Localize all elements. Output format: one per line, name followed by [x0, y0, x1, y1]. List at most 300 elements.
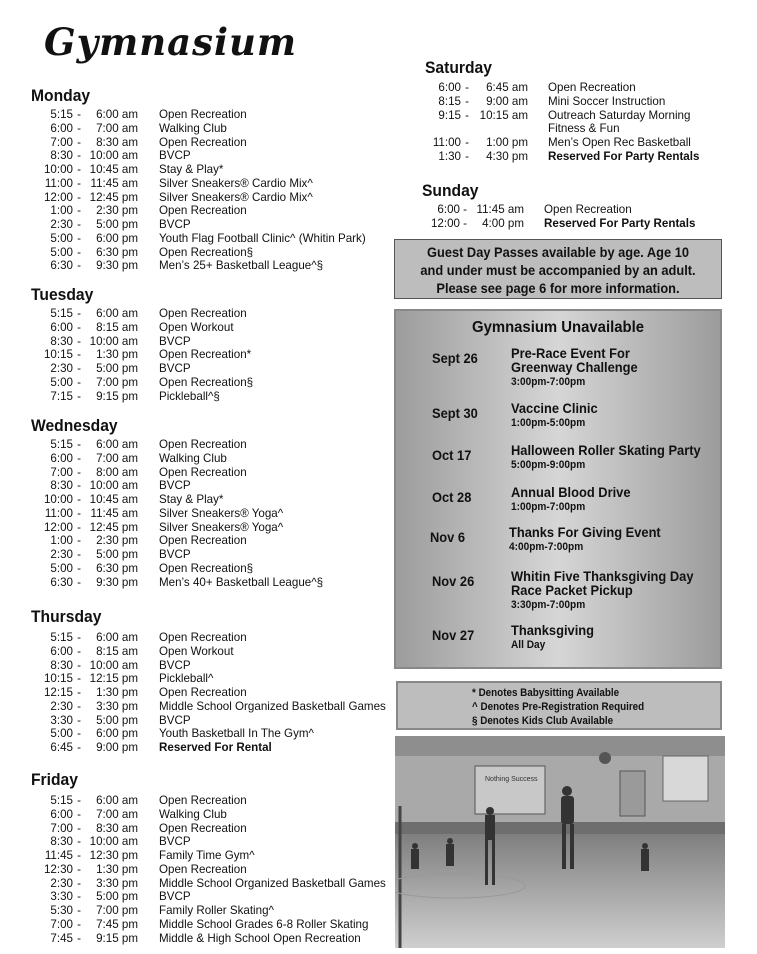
- schedule-row: [37, 204, 366, 218]
- activity-name: Walking Club: [159, 121, 227, 135]
- end-time: 12:45 pm: [89, 190, 138, 204]
- start-time: 7:00: [50, 917, 73, 931]
- start-time: 5:00: [50, 727, 73, 741]
- schedule-row: [37, 808, 386, 822]
- schedule-row: [37, 191, 366, 205]
- schedule-row: [37, 863, 386, 877]
- start-time: 5:15: [50, 631, 73, 644]
- schedule-row: [37, 822, 386, 836]
- time-separator: -: [77, 334, 81, 348]
- end-time: 5:00 pm: [96, 218, 138, 231]
- start-time: 12:00: [43, 520, 73, 534]
- end-time: 2:30 pm: [96, 204, 138, 218]
- time-separator: -: [77, 163, 81, 176]
- start-time: 5:15: [50, 438, 73, 451]
- event-name: Race Packet Pickup: [511, 582, 633, 598]
- event-time: 1:00pm-7:00pm: [511, 501, 586, 513]
- end-time: 9:00 pm: [96, 741, 138, 754]
- schedule-row: [37, 700, 386, 714]
- activity-name: Open Recreation: [159, 108, 247, 121]
- day-heading-sunday: Sunday: [422, 181, 479, 200]
- activity-name: Open Recreation: [159, 465, 247, 479]
- event-date: Nov 6: [430, 529, 466, 545]
- start-time: 6:00: [50, 320, 73, 334]
- end-time: 7:00 pm: [96, 375, 138, 389]
- event-name: Greenway Challenge: [511, 359, 638, 375]
- time-separator: -: [77, 794, 81, 807]
- wednesday-schedule: [37, 438, 323, 589]
- time-separator: -: [77, 245, 81, 259]
- event-name: Thanks For Giving Event: [509, 524, 661, 540]
- activity-name: Open Recreation: [159, 307, 247, 320]
- schedule-row: [37, 479, 323, 493]
- start-time: 5:15: [50, 307, 73, 320]
- start-time: 7:00: [50, 821, 73, 835]
- start-time: 1:00: [50, 204, 73, 218]
- start-time: 7:45: [50, 931, 73, 945]
- schedule-row: [37, 452, 323, 466]
- start-time: 5:00: [50, 375, 73, 389]
- activity-name: Silver Sneakers® Yoga^: [159, 506, 284, 520]
- activity-name: Middle & High School Open Recreation: [159, 931, 361, 945]
- end-time: 7:00 am: [96, 451, 138, 465]
- activity-name: BVCP: [159, 548, 191, 561]
- start-time: 6:00: [50, 121, 73, 135]
- time-separator: -: [77, 121, 81, 135]
- time-separator: -: [77, 362, 81, 375]
- start-time: 3:30: [50, 713, 73, 727]
- event-name: Pre-Race Event For: [511, 345, 630, 361]
- time-separator: -: [465, 81, 469, 94]
- activity-name: BVCP: [159, 362, 191, 375]
- time-separator: -: [77, 686, 81, 699]
- monday-schedule: [37, 108, 366, 273]
- activity-name: Mini Soccer Instruction: [548, 94, 666, 108]
- time-separator: -: [465, 149, 469, 163]
- activity-name: Youth Basketball In The Gym^: [159, 727, 314, 741]
- time-separator: -: [77, 631, 81, 644]
- schedule-row: [37, 659, 386, 673]
- start-time: 2:30: [50, 699, 73, 713]
- schedule-row: [422, 203, 695, 217]
- end-time: 9:15 pm: [96, 389, 138, 403]
- schedule-row: [37, 918, 386, 932]
- time-separator: -: [77, 575, 81, 589]
- activity-name: Silver Sneakers® Cardio Mix^: [159, 190, 313, 204]
- end-time: 11:45 am: [476, 203, 524, 216]
- day-heading-monday: Monday: [31, 86, 91, 105]
- activity-name: BVCP: [159, 479, 191, 493]
- time-separator: -: [77, 259, 81, 273]
- time-separator: -: [77, 890, 81, 904]
- start-time: 2:30: [50, 876, 73, 890]
- time-separator: -: [77, 534, 81, 548]
- schedule-row: [422, 81, 699, 95]
- time-separator: -: [77, 644, 81, 658]
- day-heading-tuesday: Tuesday: [31, 285, 94, 304]
- start-time: 8:30: [50, 658, 73, 672]
- time-separator: -: [77, 506, 81, 520]
- time-separator: -: [77, 320, 81, 334]
- event-time: 3:30pm-7:00pm: [511, 599, 586, 611]
- activity-name: Silver Sneakers® Cardio Mix^: [159, 176, 313, 190]
- gymnasium-unavailable-panel: [394, 309, 722, 669]
- end-time: 3:30 pm: [96, 876, 138, 890]
- activity-name: Open Workout: [159, 644, 234, 658]
- end-time: 1:30 pm: [96, 686, 138, 699]
- activity-name: Stay & Play*: [159, 163, 224, 176]
- end-time: 6:00 pm: [96, 727, 138, 741]
- event-date: Sept 26: [432, 350, 478, 366]
- start-time: 10:15: [43, 348, 73, 362]
- event-date: Oct 28: [432, 489, 472, 505]
- time-separator: -: [77, 849, 81, 862]
- end-time: 8:00 am: [96, 465, 138, 479]
- time-separator: -: [77, 190, 81, 204]
- end-time: 5:00 pm: [96, 548, 138, 561]
- end-time: 10:45 am: [89, 493, 138, 506]
- schedule-row: [422, 136, 699, 150]
- start-time: 11:45: [44, 849, 73, 862]
- time-separator: -: [77, 479, 81, 493]
- end-time: 10:15 am: [479, 108, 528, 122]
- schedule-row: [37, 890, 386, 904]
- activity-name: Open Recreation: [159, 534, 247, 548]
- end-time: 4:30 pm: [486, 149, 528, 163]
- activity-name: Open Recreation§: [159, 561, 254, 575]
- day-heading-wednesday: Wednesday: [31, 416, 118, 435]
- end-time: 9:15 pm: [96, 931, 138, 945]
- start-time: 8:30: [50, 334, 73, 348]
- wall-banner-text: Nothing Success: [485, 776, 538, 783]
- activity-name: Fitness & Fun: [548, 122, 620, 136]
- end-time: 1:00 pm: [486, 136, 528, 149]
- time-separator: -: [77, 699, 81, 713]
- schedule-row: [37, 849, 386, 863]
- time-separator: -: [77, 149, 81, 163]
- start-time: 6:00: [50, 451, 73, 465]
- start-time: 12:00: [430, 216, 460, 230]
- start-time: 6:00: [438, 81, 461, 94]
- activity-name: Open Recreation§: [159, 375, 254, 389]
- activity-name: Open Recreation§: [159, 245, 254, 259]
- schedule-row: [37, 904, 386, 918]
- activity-name: Reserved For Party Rentals: [548, 149, 700, 163]
- schedule-row: [37, 794, 386, 808]
- time-separator: -: [77, 931, 81, 945]
- time-separator: -: [77, 727, 81, 741]
- legend-kids-club: § Denotes Kids Club Available: [472, 715, 614, 727]
- start-time: 9:15: [438, 108, 461, 122]
- schedule-row: [37, 438, 323, 452]
- legend-preregistration: ^ Denotes Pre-Registration Required: [472, 701, 645, 713]
- schedule-row: [37, 321, 253, 335]
- end-time: 6:00 am: [96, 794, 138, 807]
- end-time: 6:00 am: [96, 631, 138, 644]
- time-separator: -: [77, 108, 81, 121]
- end-time: 7:00 am: [96, 807, 138, 821]
- page-title: Gymnasium: [44, 20, 298, 64]
- activity-name: BVCP: [159, 713, 191, 727]
- schedule-row: [37, 493, 323, 507]
- start-time: 5:00: [50, 561, 73, 575]
- end-time: 6:00 am: [96, 307, 138, 320]
- unavailable-title: Gymnasium Unavailable: [471, 319, 645, 336]
- start-time: 7:15: [50, 389, 73, 403]
- start-time: 10:00: [43, 493, 73, 506]
- schedule-row: [37, 507, 323, 521]
- end-time: 12:15 pm: [89, 672, 138, 686]
- guest-pass-line-1: Guest Day Passes available by age. Age 10: [427, 245, 689, 260]
- schedule-row: [422, 150, 699, 164]
- end-time: 5:00 pm: [96, 713, 138, 727]
- time-separator: -: [465, 94, 469, 108]
- start-time: 1:00: [50, 534, 73, 548]
- event-name: Whitin Five Thanksgiving Day: [511, 568, 694, 584]
- start-time: 8:30: [50, 835, 73, 849]
- day-heading-saturday: Saturday: [425, 58, 492, 77]
- basketball-photo-illustration: [395, 736, 725, 948]
- end-time: 1:30 pm: [96, 348, 138, 362]
- time-separator: -: [77, 218, 81, 231]
- guest-pass-line-3: Please see page 6 for more information.: [436, 281, 680, 296]
- schedule-row: [37, 741, 386, 755]
- activity-name: Open Recreation: [159, 686, 247, 699]
- saturday-schedule: [422, 81, 699, 164]
- start-time: [422, 122, 461, 136]
- schedule-row: [37, 521, 323, 535]
- activity-name: Open Recreation: [548, 81, 636, 94]
- activity-name: Open Recreation: [159, 438, 247, 451]
- schedule-row: [37, 576, 323, 590]
- time-separator: -: [463, 203, 467, 216]
- event-time: 5:00pm-9:00pm: [511, 459, 586, 471]
- time-separator: -: [77, 862, 81, 876]
- time-separator: -: [77, 438, 81, 451]
- end-time: 2:30 pm: [96, 534, 138, 548]
- time-separator: -: [77, 713, 81, 727]
- time-separator: -: [77, 231, 81, 245]
- schedule-row: [37, 686, 386, 700]
- end-time: 6:00 pm: [96, 231, 138, 245]
- end-time: 10:00 am: [89, 479, 138, 493]
- schedule-row: [37, 136, 366, 150]
- guest-pass-notice: [394, 239, 722, 299]
- event-name: Vaccine Clinic: [511, 400, 598, 416]
- end-time: 4:00 pm: [482, 216, 524, 230]
- schedule-row: [37, 534, 323, 548]
- activity-name: Open Recreation*: [159, 348, 252, 362]
- schedule-row: [37, 727, 386, 741]
- start-time: 12:30: [43, 862, 73, 876]
- activity-name: Men’s Open Rec Basketball: [548, 136, 691, 149]
- end-time: 6:00 am: [96, 108, 138, 121]
- time-separator: -: [77, 307, 81, 320]
- activity-name: Family Time Gym^: [159, 849, 255, 862]
- activity-name: Middle School Organized Basketball Games: [159, 876, 386, 890]
- start-time: 5:30: [50, 904, 73, 917]
- end-time: 8:30 am: [96, 135, 138, 149]
- time-separator: -: [77, 389, 81, 403]
- schedule-row: [37, 335, 253, 349]
- end-time: 12:30 pm: [89, 849, 138, 862]
- schedule-row: [37, 246, 366, 260]
- time-separator: -: [77, 348, 81, 362]
- time-separator: -: [77, 493, 81, 506]
- schedule-row: [422, 95, 699, 109]
- time-separator: -: [77, 672, 81, 686]
- end-time: 10:45 am: [89, 163, 138, 176]
- activity-name: Middle School Grades 6-8 Roller Skating: [159, 917, 369, 931]
- start-time: 2:30: [50, 548, 73, 561]
- start-time: 6:00: [50, 807, 73, 821]
- time-separator: -: [77, 375, 81, 389]
- schedule-row: [37, 645, 386, 659]
- end-time: 6:45 am: [486, 81, 528, 94]
- start-time: 6:30: [50, 259, 73, 273]
- start-time: 6:30: [50, 575, 73, 589]
- activity-name: BVCP: [159, 149, 191, 163]
- basketball-photo: [395, 736, 725, 948]
- time-separator: -: [77, 741, 81, 754]
- end-time: 8:30 am: [96, 821, 138, 835]
- schedule-row: [37, 548, 323, 562]
- schedule-row: [37, 631, 386, 645]
- end-time: 9:00 am: [486, 94, 528, 108]
- start-time: 3:30: [50, 890, 73, 904]
- end-time: 10:00 am: [89, 149, 138, 163]
- time-separator: -: [77, 548, 81, 561]
- activity-name: Men’s 25+ Basketball League^§: [159, 259, 324, 273]
- activity-name: Open Recreation: [159, 204, 247, 218]
- activity-name: Outreach Saturday Morning: [548, 108, 691, 122]
- start-time: 8:30: [50, 479, 73, 493]
- day-heading-thursday: Thursday: [31, 607, 102, 626]
- start-time: 5:15: [50, 794, 73, 807]
- end-time: 10:00 am: [89, 835, 138, 849]
- schedule-row: [37, 259, 366, 273]
- end-time: 6:00 am: [96, 438, 138, 451]
- activity-name: Open Recreation: [159, 631, 247, 644]
- schedule-row: [37, 348, 253, 362]
- event-name: Halloween Roller Skating Party: [511, 442, 701, 458]
- end-time: 7:45 pm: [96, 917, 138, 931]
- tuesday-schedule: [37, 307, 253, 403]
- end-time: 7:00 pm: [96, 904, 138, 917]
- time-separator: -: [77, 561, 81, 575]
- activity-name: Reserved For Rental: [159, 741, 272, 754]
- sunday-schedule: [422, 203, 695, 231]
- time-separator: -: [463, 216, 467, 230]
- end-time: 3:30 pm: [96, 699, 138, 713]
- legend-box: [396, 681, 722, 730]
- start-time: 12:15: [43, 686, 73, 699]
- schedule-row: [37, 149, 366, 163]
- activity-name: Youth Flag Football Clinic^ (Whitin Park): [159, 231, 366, 245]
- schedule-row: [37, 835, 386, 849]
- start-time: 11:00: [44, 506, 73, 520]
- start-time: 8:30: [50, 149, 73, 163]
- time-separator: -: [77, 176, 81, 190]
- event-date: Oct 17: [432, 447, 472, 463]
- time-separator: -: [77, 520, 81, 534]
- end-time: [473, 122, 528, 136]
- start-time: 7:00: [50, 135, 73, 149]
- event-date: Sept 30: [432, 405, 478, 421]
- event-date: Nov 26: [432, 573, 475, 589]
- end-time: 9:30 pm: [96, 259, 138, 273]
- schedule-row: [37, 672, 386, 686]
- schedule-row: [37, 562, 323, 576]
- schedule-row: [37, 108, 366, 122]
- time-separator: -: [465, 108, 469, 122]
- end-time: 11:45 am: [90, 176, 138, 190]
- time-separator: -: [465, 136, 469, 149]
- schedule-row: [37, 714, 386, 728]
- event-time: 1:00pm-5:00pm: [511, 417, 586, 429]
- start-time: 11:00: [44, 176, 73, 190]
- activity-name: Family Roller Skating^: [159, 904, 274, 917]
- activity-name: Walking Club: [159, 807, 227, 821]
- start-time: 10:00: [43, 163, 73, 176]
- start-time: 6:45: [50, 741, 73, 754]
- time-separator: -: [77, 876, 81, 890]
- activity-name: Pickleball^§: [159, 389, 220, 403]
- end-time: 11:45 am: [90, 506, 138, 520]
- schedule-row: [422, 109, 699, 123]
- schedule-row: [37, 232, 366, 246]
- schedule-row: [422, 217, 695, 231]
- schedule-row: [37, 466, 323, 480]
- activity-name: BVCP: [159, 658, 191, 672]
- activity-name: BVCP: [159, 218, 191, 231]
- schedule-row: [37, 390, 253, 404]
- event-time: 3:00pm-7:00pm: [511, 376, 586, 388]
- activity-name: BVCP: [159, 890, 191, 904]
- schedule-row: [37, 122, 366, 136]
- schedule-row: [37, 177, 366, 191]
- start-time: 12:00: [43, 190, 73, 204]
- schedule-row: [37, 877, 386, 891]
- time-separator: -: [77, 135, 81, 149]
- start-time: 2:30: [50, 362, 73, 375]
- schedule-row: [37, 218, 366, 232]
- guest-pass-line-2: and under must be accompanied by an adult.: [420, 263, 696, 278]
- time-separator: -: [77, 917, 81, 931]
- event-time: 4:00pm-7:00pm: [509, 541, 584, 553]
- start-time: 6:00: [50, 644, 73, 658]
- activity-name: Open Recreation: [159, 794, 247, 807]
- activity-name: Open Recreation: [159, 135, 247, 149]
- end-time: 7:00 am: [96, 121, 138, 135]
- activity-name: Reserved For Party Rentals: [544, 216, 696, 230]
- activity-name: Men’s 40+ Basketball League^§: [159, 575, 324, 589]
- start-time: 5:00: [50, 245, 73, 259]
- end-time: 8:15 am: [96, 644, 138, 658]
- event-name: Thanksgiving: [511, 622, 595, 638]
- schedule-row: [37, 932, 386, 946]
- start-time: 2:30: [50, 218, 73, 231]
- schedule-row: [37, 307, 253, 321]
- end-time: 6:30 pm: [96, 561, 138, 575]
- end-time: 1:30 pm: [96, 862, 138, 876]
- time-separator: -: [77, 465, 81, 479]
- time-separator: -: [77, 904, 81, 917]
- time-separator: -: [77, 807, 81, 821]
- start-time: 7:00: [50, 465, 73, 479]
- schedule-row: [422, 122, 699, 136]
- time-separator: -: [77, 204, 81, 218]
